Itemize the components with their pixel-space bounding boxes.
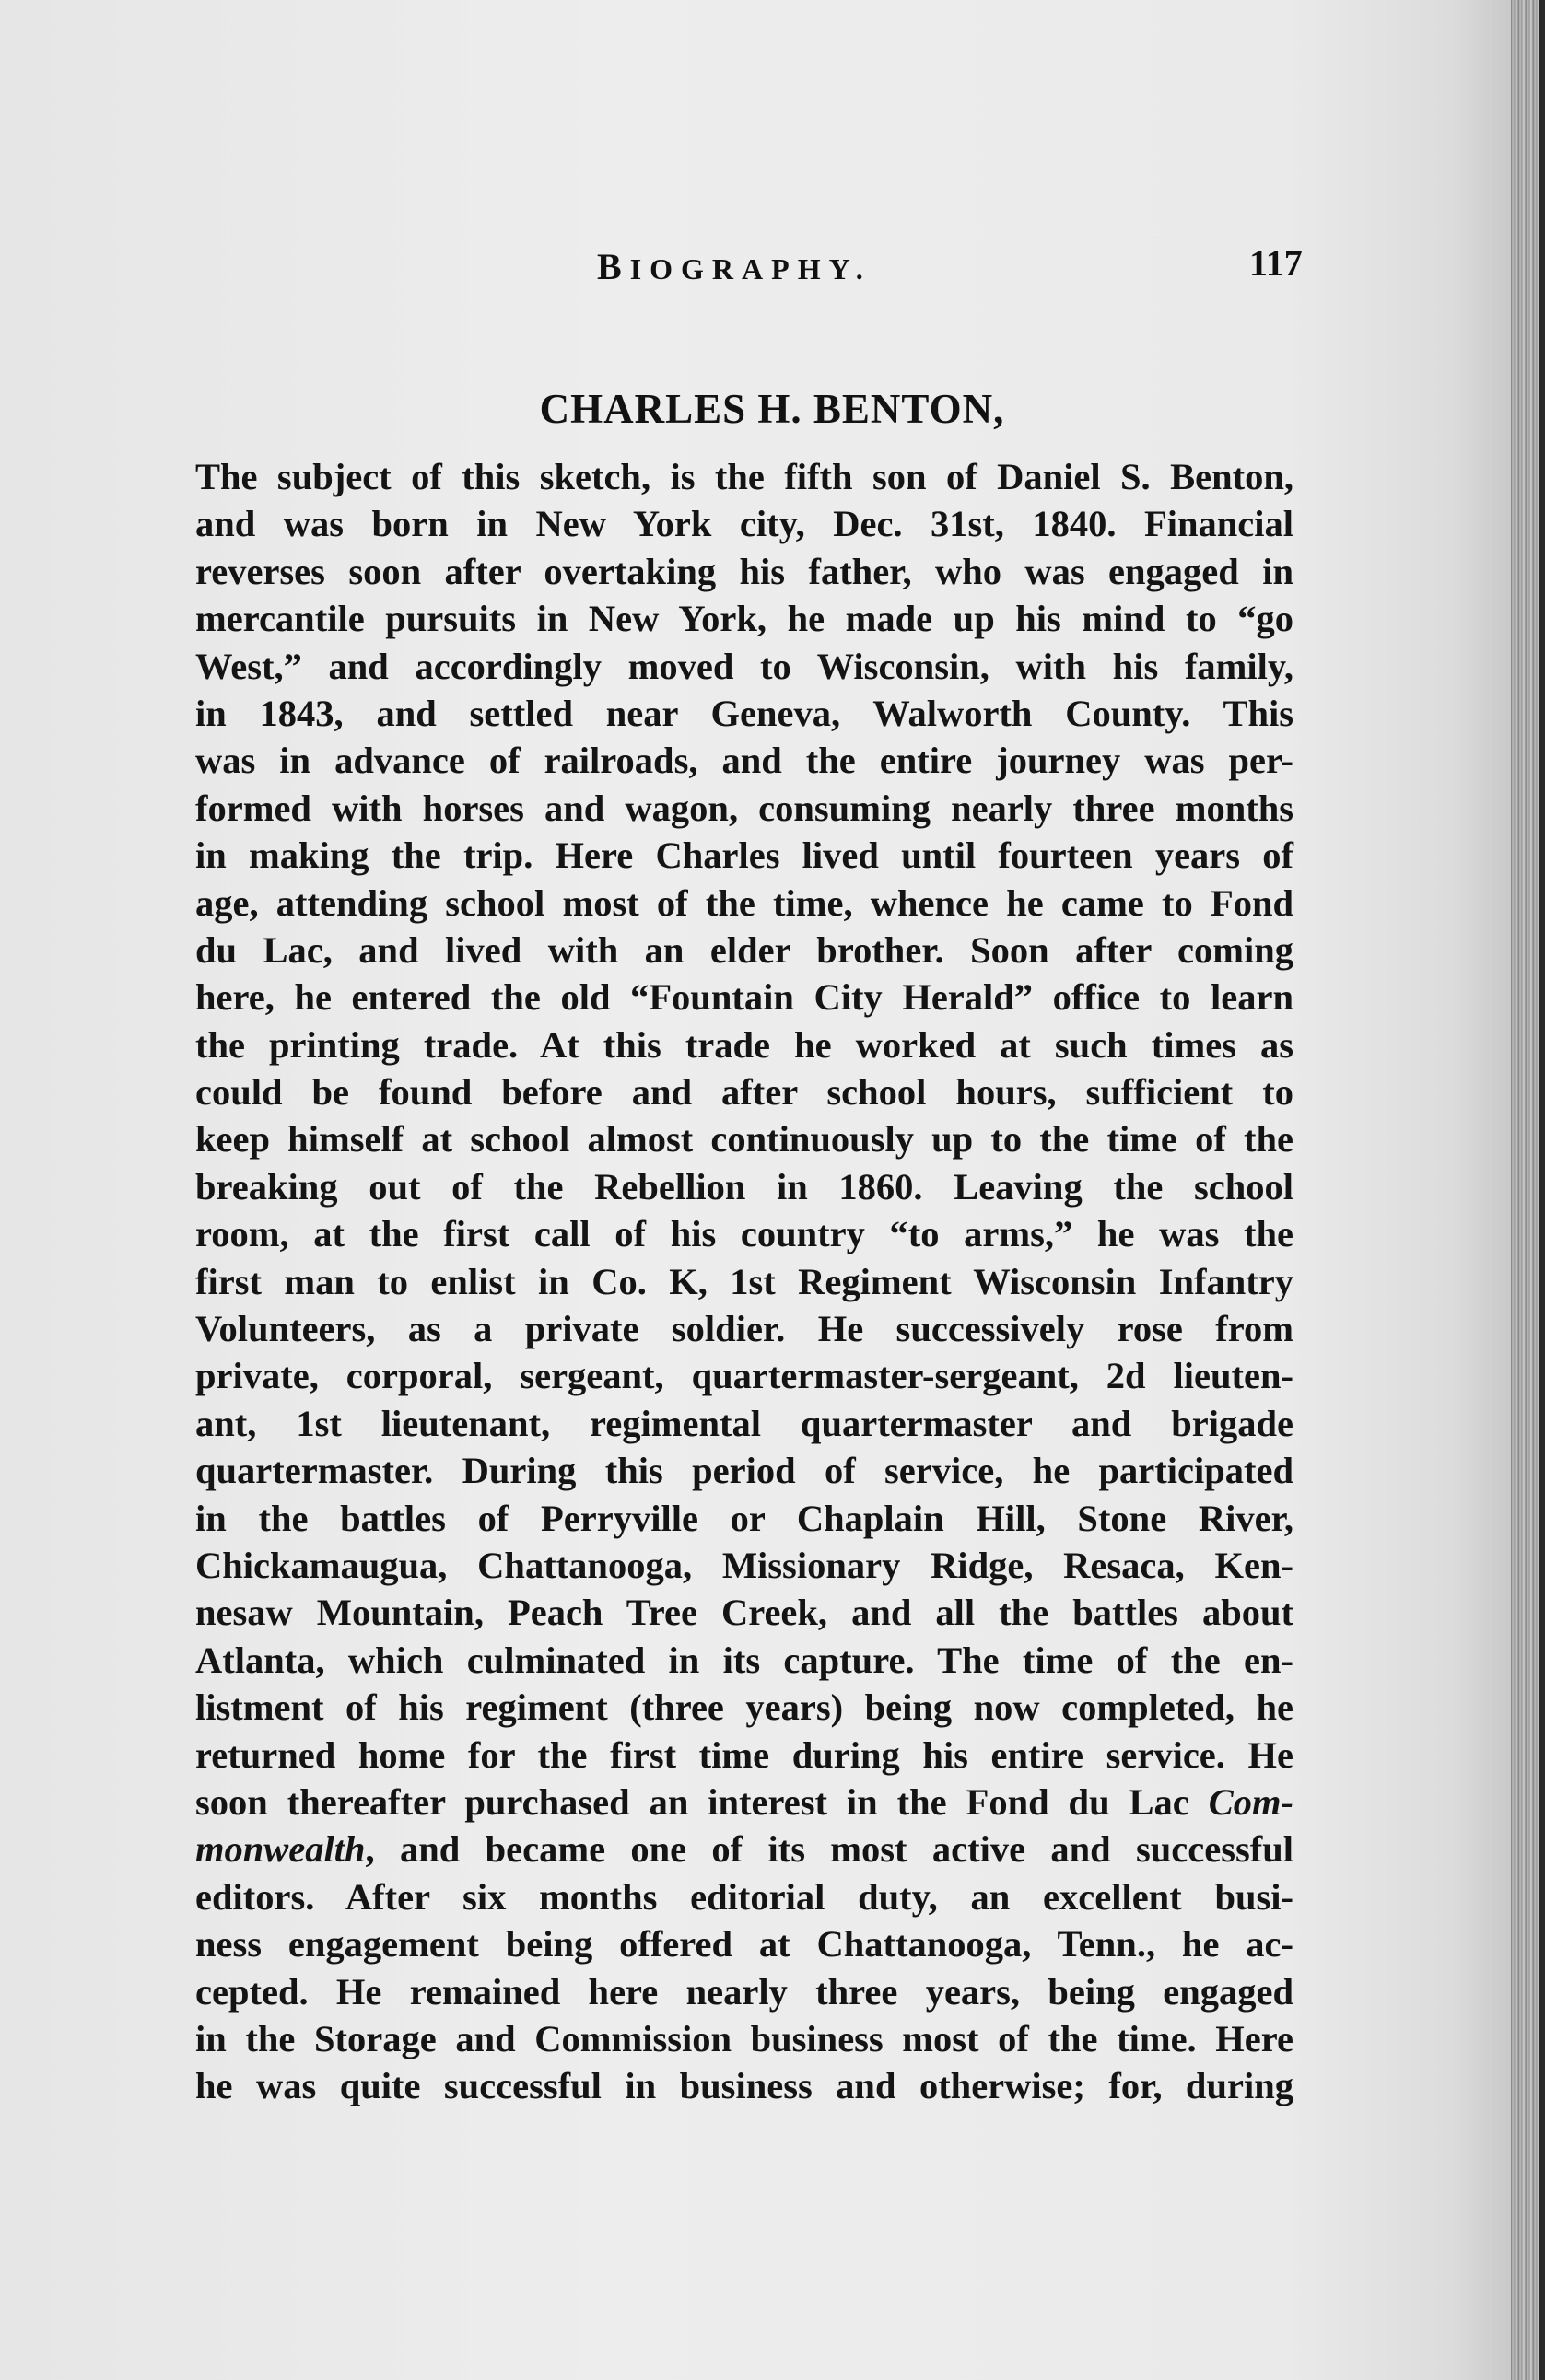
running-head-title xyxy=(597,245,872,288)
italic-word: monwealth xyxy=(195,1828,366,1871)
text-line: was in advance of railroads, and the entire journey was per- xyxy=(195,740,1293,782)
text-line: cepted. He remained here nearly three years, being engaged xyxy=(195,1970,1293,2012)
text-line: age, attending school most of the time, whence he came to Fond xyxy=(195,881,1293,924)
book-spine-shadow xyxy=(1539,0,1545,2380)
text-line: returned home for the first time during his entire service. He xyxy=(195,1733,1293,1776)
text-line: in the Storage and Commission business most of the time. Here xyxy=(195,2017,1293,2059)
page-number: 117 xyxy=(1249,242,1303,284)
text-line: du Lac, and lived with an elder brother. Soon after coming xyxy=(195,928,1293,971)
text-line: formed with horses and wagon, consuming nearly three months xyxy=(195,787,1293,829)
text-line: breaking out of the Rebellion in 1860. Leaving the school xyxy=(195,1165,1293,1208)
text-line: editors. After six months editorial duty, an excellent busi- xyxy=(195,1875,1293,1918)
text-line: in 1843, and settled near Geneva, Walworth County. This xyxy=(195,692,1293,734)
text-line: room, at the first call of his country “to arms,” he was the xyxy=(195,1213,1293,1255)
text-line: first man to enlist in Co. K, 1st Regiment Wisconsin Infantry xyxy=(195,1260,1293,1302)
text-line-part: soon thereafter purchased an interest in the Fond du Lac xyxy=(195,1780,1209,1823)
text-line: Volunteers, as a private soldier. He successively rose from xyxy=(195,1308,1293,1350)
text-line-with-italic xyxy=(195,1779,1293,1826)
text-line: could be found before and after school hours, sufficient to xyxy=(195,1071,1293,1114)
article-body xyxy=(195,453,1293,2110)
text-line: The subject of this sketch, is the fifth son of Daniel S. Benton, xyxy=(195,456,1293,497)
text-line: in making the trip. Here Charles lived until fourteen years of xyxy=(195,834,1293,877)
text-line: keep himself at school almost continuously up to the time of the xyxy=(195,1118,1293,1161)
text-line: reverses soon after overtaking his father, who was engaged in xyxy=(195,550,1293,592)
text-line: Atlanta, which culminated in its capture. The time of the en- xyxy=(195,1639,1293,1681)
text-line: mercantile pursuits in New York, he made up his mind to “go xyxy=(195,598,1293,640)
running-head-initial: B xyxy=(597,246,630,287)
text-line: the printing trade. At this trade he worked at such times as xyxy=(195,1023,1293,1066)
text-line: in the battles of Perryville or Chaplain Hill, Stone River, xyxy=(195,1497,1293,1539)
text-line: Chickamaugua, Chattanooga, Missionary Ridge, Resaca, Ken- xyxy=(195,1544,1293,1586)
text-line: quartermaster. During this period of service, he participated xyxy=(195,1450,1293,1492)
text-line: ant, 1st lieutenant, regimental quartermaster and brigade xyxy=(195,1402,1293,1444)
text-line: here, he entered the old “Fountain City Herald” office to learn xyxy=(195,976,1293,1019)
text-line: nesaw Mountain, Peach Tree Creek, and all the battles about xyxy=(195,1592,1293,1634)
text-line: he was quite successful in business and otherwise; for, during xyxy=(195,2065,1293,2107)
text-line-with-italic xyxy=(195,1826,1293,1872)
text-line: ness engagement being offered at Chattanooga, Tenn., he ac- xyxy=(195,1923,1293,1966)
article-title: CHARLES H. BENTON, xyxy=(539,386,1005,432)
text-line-part: , and became one of its most active and successful xyxy=(365,1828,1293,1871)
text-line: listment of his regiment (three years) being now completed, he xyxy=(195,1686,1293,1729)
text-line: private, corporal, sergeant, quartermaster-sergeant, 2d lieuten- xyxy=(195,1355,1293,1397)
text-line: West,” and accordingly moved to Wisconsin, with his family, xyxy=(195,645,1293,687)
running-head xyxy=(0,242,1511,291)
italic-word: Com- xyxy=(1208,1780,1293,1823)
running-head-rest: IOGRAPHY. xyxy=(629,252,872,286)
text-line: and was born in New York city, Dec. 31st, 1840. Financial xyxy=(195,503,1293,545)
